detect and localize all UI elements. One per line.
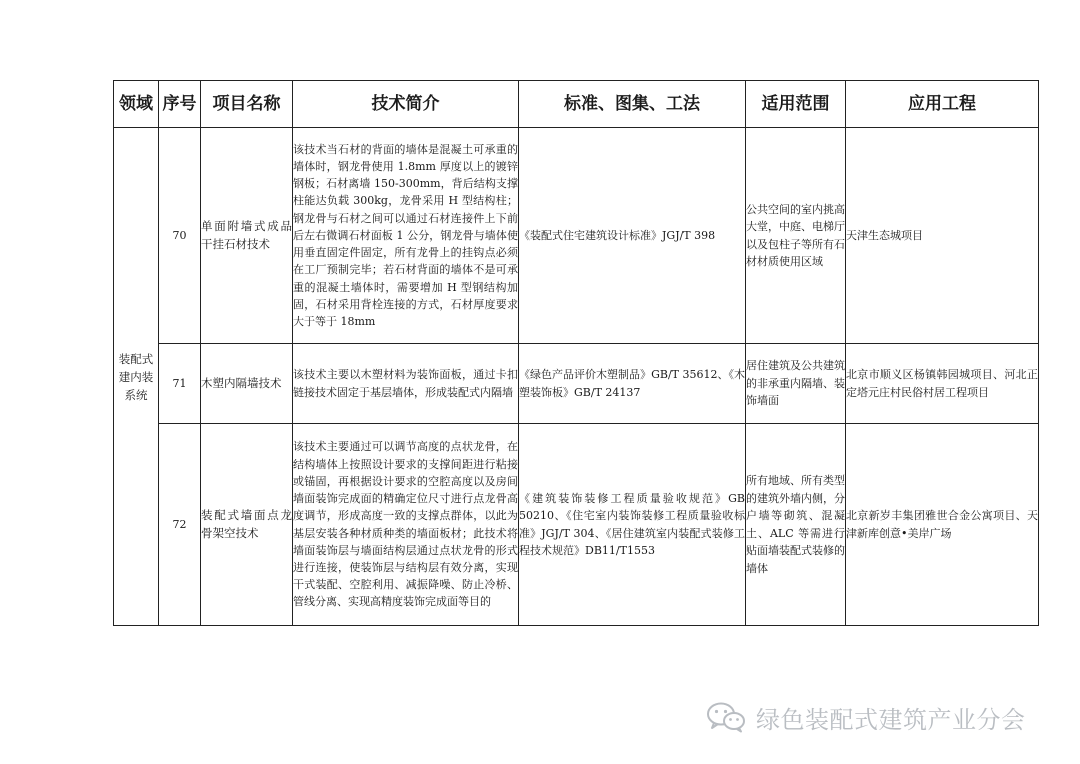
tech-intro-cell: 该技术主要以木塑材料为装饰面板，通过卡扣链接技术固定于基层墙体，形成装配式内隔墙 — [293, 344, 519, 424]
watermark-text: 绿色装配式建筑产业分会 — [756, 705, 1026, 734]
tech-catalog-table — [113, 80, 1039, 626]
header-domain: 领域 — [114, 81, 159, 128]
seq-cell: 70 — [159, 128, 201, 344]
header-seq: 序号 — [159, 81, 201, 128]
wechat-icon — [706, 701, 746, 733]
project-name-cell: 木塑内隔墙技术 — [201, 344, 293, 424]
header-scope: 适用范围 — [746, 81, 846, 128]
watermark — [706, 700, 1026, 734]
application-cell: 北京市顺义区杨镇韩园城项目、河北正定塔元庄村民俗村居工程项目 — [846, 344, 1039, 424]
header-project: 应用工程 — [846, 81, 1039, 128]
project-name-cell: 单面附墙式成品干挂石材技术 — [201, 128, 293, 344]
domain-cell: 装配式建内装系统 — [114, 128, 159, 626]
table-row — [114, 344, 1039, 424]
tech-intro-cell: 该技术当石材的背面的墙体是混凝土可承重的墙体时，钢龙骨使用 1.8mm 厚度以上的镀锌钢板；石材离墙 150-300mm，背后结构支撑柱能达负载 300kg，龙骨采用 H 型结构柱；钢龙骨与石材之间可以通过石材连接件上下前后左右微调石材面板 1 公分，钢龙骨与墙体使用垂直固定件固定，所有龙骨上的挂钩点必须在工厂预制完毕；若石材背面的墙体不是可承重的混凝土墙体时，需要增加 H 型钢结构加固，石材采用背栓连接的方式，石材厚度要求大于等于 18mm — [293, 128, 519, 344]
tech-intro-cell: 该技术主要通过可以调节高度的点状龙骨，在结构墙体上按照设计要求的支撑间距进行粘接或锚固，再根据设计要求的空腔高度以及房间墙面装饰完成面的精确定位尺寸进行点龙骨高度调节，形成高度一致的支撑点群体，以此为基层安装各种材质种类的墙面板材；此技术将墙面装饰层与墙面结构层通过点状龙骨的形式进行连接，使装饰层与结构层有效分离，实现干式装配、空腔利用、减振降噪、防止冷桥、管线分离、实现高精度装饰完成面等目的 — [293, 424, 519, 626]
seq-cell: 71 — [159, 344, 201, 424]
standard-cell: 《绿色产品评价木塑制品》GB/T 35612、《木塑装饰板》GB/T 24137 — [519, 344, 746, 424]
application-cell: 北京新岁丰集团雅世合金公寓项目、天津新库创意•美岸广场 — [846, 424, 1039, 626]
standard-cell: 《装配式住宅建筑设计标准》JGJ/T 398 — [519, 128, 746, 344]
scope-cell: 居住建筑及公共建筑的非承重内隔墙、装饰墙面 — [746, 344, 846, 424]
seq-cell: 72 — [159, 424, 201, 626]
standard-cell: 《建筑装饰装修工程质量验收规范》GB 50210、《住宅室内装饰装修工程质量验收标准》JGJ/T 304、《居住建筑室内装配式装修工程技术规范》DB11/T1553 — [519, 424, 746, 626]
header-row — [114, 81, 1039, 128]
header-name: 项目名称 — [201, 81, 293, 128]
scope-cell: 公共空间的室内挑高大堂，中庭、电梯厅以及包柱子等所有石材材质使用区域 — [746, 128, 846, 344]
header-std: 标准、图集、工法 — [519, 81, 746, 128]
table-row — [114, 128, 1039, 344]
table-row — [114, 424, 1039, 626]
header-tech: 技术简介 — [293, 81, 519, 128]
scope-cell: 所有地域、所有类型的建筑外墙内侧，分户墙等砌筑、混凝土、ALC 等需进行贴面墙装配式装修的墙体 — [746, 424, 846, 626]
project-name-cell: 装配式墙面点龙骨架空技术 — [201, 424, 293, 626]
application-cell: 天津生态城项目 — [846, 128, 1039, 344]
